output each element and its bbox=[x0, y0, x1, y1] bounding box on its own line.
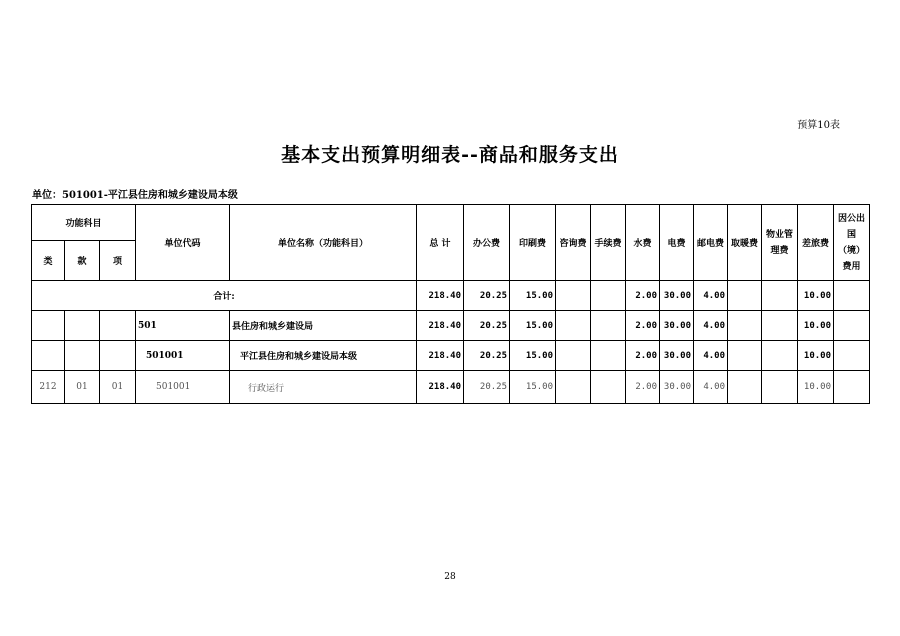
cell-printing: 15.00 bbox=[510, 281, 556, 311]
table-row-detail bbox=[32, 371, 870, 404]
cell-consulting bbox=[556, 311, 591, 341]
header-water: 水费 bbox=[626, 205, 660, 281]
header-xiang: 项 bbox=[100, 241, 136, 281]
cell-printing: 15.00 bbox=[510, 311, 556, 341]
cell-lei: 212 bbox=[32, 371, 65, 404]
cell-abroad bbox=[834, 311, 870, 341]
cell-office: 20.25 bbox=[464, 371, 510, 404]
cell-heating bbox=[728, 371, 762, 404]
cell-abroad bbox=[834, 371, 870, 404]
cell-name: 行政运行 bbox=[230, 371, 417, 404]
cell-total: 218.40 bbox=[417, 311, 464, 341]
cell-consulting bbox=[556, 371, 591, 404]
cell-printing: 15.00 bbox=[510, 371, 556, 404]
cell-travel: 10.00 bbox=[798, 371, 834, 404]
cell-postal: 4.00 bbox=[694, 281, 728, 311]
cell-postal: 4.00 bbox=[694, 311, 728, 341]
cell-code: 501001 bbox=[136, 341, 230, 371]
cell-kuan: 01 bbox=[65, 371, 100, 404]
cell-handling bbox=[591, 281, 626, 311]
cell-consulting bbox=[556, 281, 591, 311]
cell-abroad bbox=[834, 281, 870, 311]
cell-water: 2.00 bbox=[626, 371, 660, 404]
cell-name: 平江县住房和城乡建设局本级 bbox=[230, 341, 417, 371]
table-row-dept bbox=[32, 311, 870, 341]
cell-postal: 4.00 bbox=[694, 341, 728, 371]
cell-code: 501001 bbox=[136, 371, 230, 404]
cell-property bbox=[762, 311, 798, 341]
header-heating: 取暖费 bbox=[728, 205, 762, 281]
budget-table bbox=[31, 204, 870, 404]
cell-code: 501 bbox=[136, 311, 230, 341]
header-unit-code: 单位代码 bbox=[136, 205, 230, 281]
cell-postal: 4.00 bbox=[694, 371, 728, 404]
cell-water: 2.00 bbox=[626, 281, 660, 311]
cell-electricity: 30.00 bbox=[660, 341, 694, 371]
cell-total: 218.40 bbox=[417, 281, 464, 311]
cell-handling bbox=[591, 341, 626, 371]
cell-kuan bbox=[65, 341, 100, 371]
cell-travel: 10.00 bbox=[798, 281, 834, 311]
cell-xiang: 01 bbox=[100, 371, 136, 404]
cell-handling bbox=[591, 371, 626, 404]
header-abroad: 因公出国（境）费用 bbox=[834, 205, 870, 281]
table-number: 预算10表 bbox=[797, 120, 840, 131]
table-row-unit bbox=[32, 341, 870, 371]
header-travel: 差旅费 bbox=[798, 205, 834, 281]
header-consulting: 咨询费 bbox=[556, 205, 591, 281]
header-total: 总 计 bbox=[417, 205, 464, 281]
sum-label: 合计: bbox=[32, 281, 417, 311]
cell-water: 2.00 bbox=[626, 341, 660, 371]
cell-abroad bbox=[834, 341, 870, 371]
header-office: 办公费 bbox=[464, 205, 510, 281]
header-kuan: 款 bbox=[65, 241, 100, 281]
cell-electricity: 30.00 bbox=[660, 371, 694, 404]
cell-xiang bbox=[100, 311, 136, 341]
header-unit-name: 单位名称（功能科目） bbox=[230, 205, 417, 281]
cell-electricity: 30.00 bbox=[660, 311, 694, 341]
header-handling: 手续费 bbox=[591, 205, 626, 281]
cell-property bbox=[762, 371, 798, 404]
cell-handling bbox=[591, 311, 626, 341]
header-lei: 类 bbox=[32, 241, 65, 281]
cell-travel: 10.00 bbox=[798, 311, 834, 341]
header-postal: 邮电费 bbox=[694, 205, 728, 281]
header-electricity: 电费 bbox=[660, 205, 694, 281]
table-row-sum bbox=[32, 281, 870, 311]
cell-travel: 10.00 bbox=[798, 341, 834, 371]
cell-total: 218.40 bbox=[417, 341, 464, 371]
cell-water: 2.00 bbox=[626, 311, 660, 341]
header-printing: 印刷费 bbox=[510, 205, 556, 281]
cell-electricity: 30.00 bbox=[660, 281, 694, 311]
cell-kuan bbox=[65, 311, 100, 341]
cell-heating bbox=[728, 311, 762, 341]
cell-name: 县住房和城乡建设局 bbox=[230, 311, 417, 341]
cell-office: 20.25 bbox=[464, 341, 510, 371]
cell-total: 218.40 bbox=[417, 371, 464, 404]
header-func-subject: 功能科目 bbox=[32, 205, 136, 241]
cell-lei bbox=[32, 341, 65, 371]
cell-property bbox=[762, 341, 798, 371]
cell-consulting bbox=[556, 341, 591, 371]
cell-office: 20.25 bbox=[464, 311, 510, 341]
cell-printing: 15.00 bbox=[510, 341, 556, 371]
page-number: 28 bbox=[444, 572, 456, 582]
page-title: 基本支出预算明细表--商品和服务支出 bbox=[281, 144, 619, 166]
cell-lei bbox=[32, 311, 65, 341]
cell-office: 20.25 bbox=[464, 281, 510, 311]
cell-heating bbox=[728, 281, 762, 311]
cell-xiang bbox=[100, 341, 136, 371]
header-property: 物业管理费 bbox=[762, 205, 798, 281]
cell-property bbox=[762, 281, 798, 311]
cell-heating bbox=[728, 341, 762, 371]
unit-label: 单位：501001-平江县住房和城乡建设局本级 bbox=[32, 190, 238, 201]
